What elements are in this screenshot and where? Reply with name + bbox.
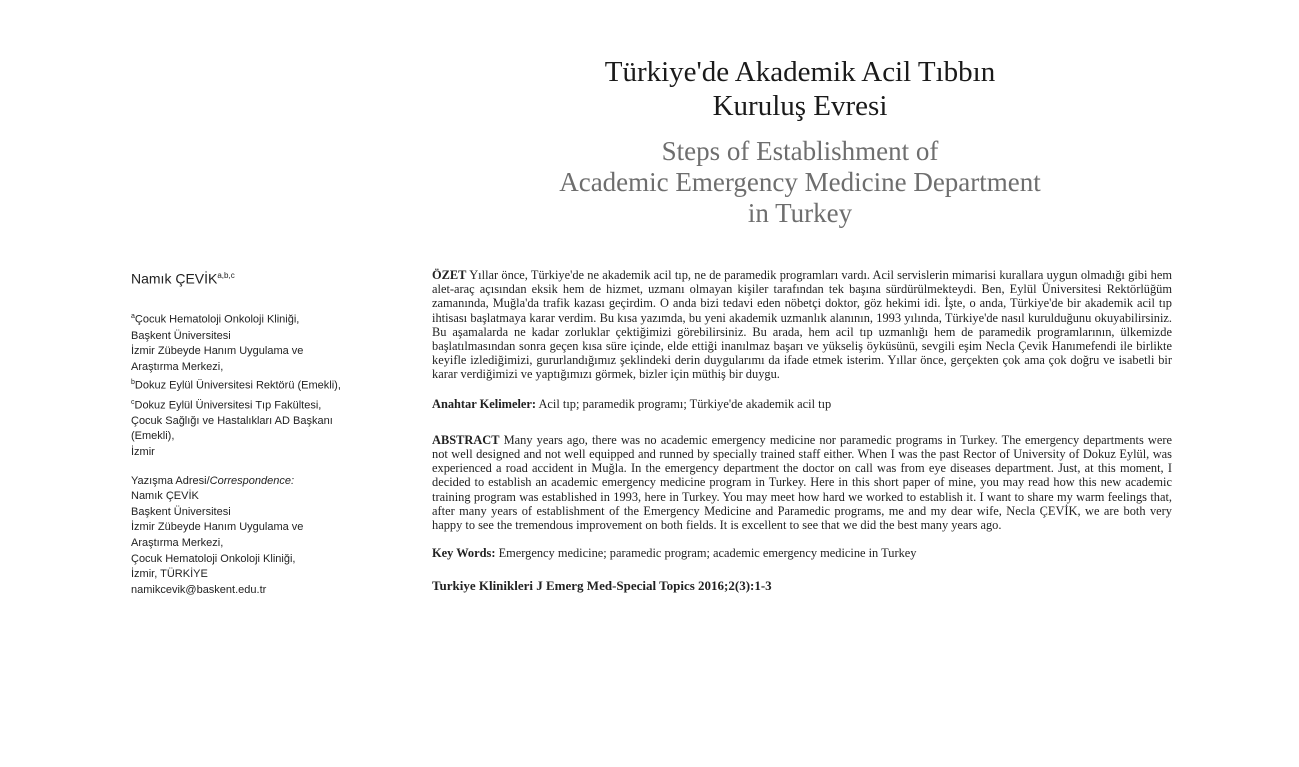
affiliation-line xyxy=(131,429,421,445)
affiliation-text: İzmir xyxy=(131,445,155,458)
affiliation-line xyxy=(131,445,421,461)
affiliations xyxy=(131,309,421,460)
affiliation-line xyxy=(131,360,421,376)
affiliation-line xyxy=(131,395,421,414)
correspondence-heading-en: Correspondence: xyxy=(209,474,295,487)
correspondence-line: İzmir Zübeyde Hanım Uygulama ve xyxy=(131,521,304,534)
correspondence-line: Başkent Üniversitesi xyxy=(131,505,231,518)
correspondence-heading-tr: Yazışma Adresi/ xyxy=(131,474,210,487)
affiliation-line xyxy=(131,375,421,394)
author-name xyxy=(131,268,421,287)
affiliation-mark: b xyxy=(131,379,135,387)
title-turkish xyxy=(500,55,1100,123)
affiliation-text: (Emekli), xyxy=(131,430,175,443)
keywords-turkish-text: Acil tıp; paramedik programı; Türkiye'de akademik acil tıp xyxy=(538,396,832,411)
author-affiliation-marks: a,b,c xyxy=(217,271,235,280)
title-english xyxy=(430,136,1170,229)
affiliation-text: Başkent Üniversitesi xyxy=(131,329,231,342)
abstract-label: ABSTRACT xyxy=(432,432,500,447)
affiliation-text: Çocuk Hematoloji Onkoloji Kliniği, xyxy=(134,313,300,326)
correspondence-lines xyxy=(131,489,421,598)
abstract-column xyxy=(432,268,1172,594)
correspondence-email: namikcevik@baskent.edu.tr xyxy=(131,583,267,596)
keywords-turkish-label: Anahtar Kelimeler: xyxy=(432,396,537,411)
affiliation-text: Çocuk Sağlığı ve Hastalıkları AD Başkanı xyxy=(131,414,333,427)
affiliation-mark: c xyxy=(131,398,135,406)
correspondence-line: İzmir, TÜRKİYE xyxy=(131,568,208,581)
correspondence-line: Çocuk Hematoloji Onkoloji Kliniği, xyxy=(131,552,296,565)
affiliation-line xyxy=(131,414,421,430)
ozet-text: Yıllar önce, Türkiye'de ne akademik acil tıp, ne de paramedik programları vardı. Acil servislerin mimarisi kurallara uygun olmadığı gibi hem alet-araç açısından eksik hem de hizmet, uzmanı olmayan kişiler tarafından tek başına sürdürülmekteydi. Ben, Eylül Üniversitesi Rektörlüğüm zamanında, Muğla'da trafik kazası geçirdim. O anda bizi tedavi eden nöbetçi doktor, göz hekimi idi. İşte, o anda, Türkiye'de bir akademik acil tıp ihtisası başlatmaya karar verdim. Bu kısa yazımda, bu yeni akademik uzmanlık alanının, 1993 yılında, Türkiye'de nasıl kurulduğunu okuyabilirsiniz. Bu aşamalarda ne kadar zorluklar çektiğimizi görebilirsiniz. Bu arada, hem acil tıp uzmanlığı hem de paramedik programlarının, ülkemizde başlatılmasından sonra geçen kısa süre içinde, elde ettiği inanılmaz başarı ve yükseliş öyküsünü, sevgili eşim Necla Çevik Hanımefendi ile birlikte keyifle izlediğimizi, gururlandığımız şeklindeki derin duygularımı da ifade etmek isterim. Yıllar önce, gerçekten çok ama çok doğru ve isabetli bir karar verdiğimizi ve yaptığımızı görmek, bizler için müthiş bir duygu. xyxy=(432,268,1172,382)
affiliation-text: Araştırma Merkezi, xyxy=(131,360,224,373)
keywords-turkish xyxy=(432,397,1172,411)
title-turkish-line-1: Türkiye'de Akademik Acil Tıbbın xyxy=(604,56,996,88)
keywords-english-text: Emergency medicine; paramedic program; academic emergency medicine in Turkey xyxy=(498,546,917,561)
ozet-paragraph xyxy=(432,268,1172,382)
correspondence xyxy=(131,474,421,599)
title-english-line-3: in Turkey xyxy=(747,198,853,228)
affiliation-text: İzmir Zübeyde Hanım Uygulama ve xyxy=(131,345,304,358)
title-turkish-line-2: Kuruluş Evresi xyxy=(712,90,888,122)
keywords-english xyxy=(432,546,1172,560)
correspondence-heading xyxy=(131,474,421,490)
correspondence-line: Namık ÇEVİK xyxy=(131,490,199,503)
title-english-line-1: Steps of Establishment of xyxy=(661,136,939,166)
title-english-line-2: Academic Emergency Medicine Department xyxy=(559,167,1041,197)
author-sidebar xyxy=(131,268,421,598)
affiliation-line xyxy=(131,309,421,328)
ozet-label: ÖZET xyxy=(432,268,467,282)
affiliation-line xyxy=(131,344,421,360)
keywords-english-label: Key Words: xyxy=(432,546,496,561)
author-name-text: Namık ÇEVİK xyxy=(131,270,218,287)
affiliation-mark: a xyxy=(131,313,135,321)
affiliation-line xyxy=(131,329,421,345)
affiliation-text: Dokuz Eylül Üniversitesi Rektörü (Emekli), xyxy=(134,379,341,392)
abstract-paragraph xyxy=(432,433,1172,532)
journal-citation: Turkiye Klinikleri J Emerg Med-Special Topics 2016;2(3):1-3 xyxy=(432,578,772,594)
affiliation-text: Dokuz Eylül Üniversitesi Tıp Fakültesi, xyxy=(134,399,322,412)
abstract-text: Many years ago, there was no academic emergency medicine nor paramedic programs in Turkey. The emergency departments were not well designed and not well equipped and runned by specially trained staff either. When I was the past Rector of University of Dokuz Eylül, was experienced a road accident in Muğla. In the emergency department the doctor on call was from eye diseases department. Just, at this moment, I decided to establish an academic emergency medicine program in Turkey. Here in this short paper of mine, you may read how this new academic training program was established in 1993, here in Turkey. You may meet how hard we worked to establish it. I want to share my warm feelings that, after many years of establishment of the Emergency Medicine and Paramedic programs, me and my dear wife, Necla ÇEVİK, we are both very happy to see the tremendous improvement on both fields. It is excellent to see that we did the best many years ago. xyxy=(432,432,1173,533)
correspondence-line: Araştırma Merkezi, xyxy=(131,536,224,549)
